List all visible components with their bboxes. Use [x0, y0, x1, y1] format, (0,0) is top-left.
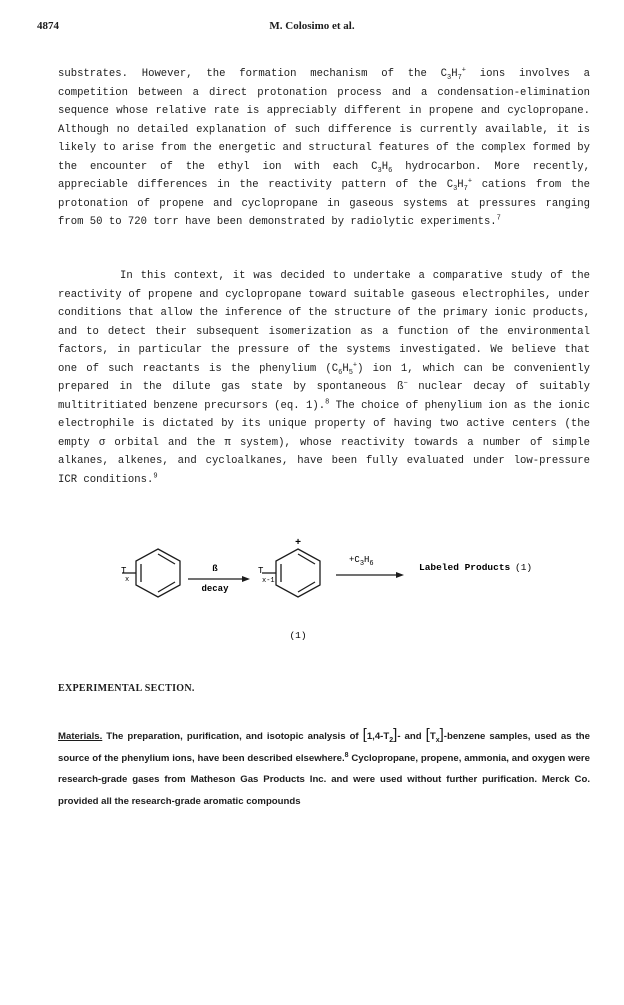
decay-label: decay [201, 584, 229, 594]
product-t-label: T [258, 566, 264, 576]
phenylium-ion-structure [262, 549, 320, 597]
paragraph-1 [58, 65, 590, 232]
reference-8: 8 [325, 397, 330, 406]
paragraph-1-text: substrates. However, the formation mechanism of the $C_3H_7^+$ ions involves a competition between a direct protonation process and a condensation-elimination sequence whose relative rate is appreciably different in propene and cyclopropane. Although no detailed explanation of such difference is currently available, it is likely to arise from the energetic and structural features of the complex formed by the encounter of the ethyl ion with each $C_3H_6$ hydrocarbon. More recently, appreciable differences in the reactivity pattern of the $C_3H_7^+$ cations from the protonation of propene and cyclopropane in gaseous systems at pressures ranging from 50 to 720 torr have been demonstrated by radiolytic experiments.$^7$ [58, 66, 590, 228]
compound-number: (1) [289, 630, 307, 641]
page-header [0, 20, 624, 40]
reference-8b: 8 [344, 751, 349, 759]
c3h6-arrowhead [396, 572, 404, 578]
page-number: 4874 [37, 20, 59, 32]
cation-plus-sign: + [295, 537, 301, 548]
materials-paragraph [58, 724, 590, 812]
decay-arrowhead [242, 576, 250, 582]
materials-heading: Materials. [58, 731, 103, 742]
reference-7: 7 [496, 214, 501, 223]
reagent-t-label: T [121, 566, 127, 576]
reaction-scheme [0, 537, 624, 650]
paragraph-2-text: In this context, it was decided to undertake a comparative study of the reactivity of propene and cyclopropane toward suitable gaseous electrophiles, under conditions that allow the inference of the structure of the primary ionic products, and to detect their subsequent isomerization as a function of the environmental factors, in particular the pressure of the systems investigated. We believe that one of such reactants is the phenylium $(C_6H_5^+)$ ion 1, which can be conveniently prepared in the dilute gas state by spontaneous ß− nuclear decay of suitably multitritiated benzene precursors (eq. 1).$^8$ The choice of phenylium ion as the ionic electrophile is dictated by its unique property of having two active centers (the empty σ orbital and the π system), whose reactivity towards a number of simple alkanes, alkenes, and cycloalkanes, have been fully evaluated under low-pressure ICR conditions.$^9$ [58, 270, 590, 486]
equation-number: (1) [515, 562, 533, 573]
paragraph-2 [58, 267, 590, 489]
labeled-products: Labeled Products [419, 562, 511, 573]
tritiated-benzene-structure [122, 549, 180, 597]
beta-label: ß [212, 563, 218, 573]
reagent-c3h6: $+C_3H_6$ [349, 555, 374, 568]
running-head: M. Colosimo et al. [269, 20, 355, 32]
section-heading: EXPERIMENTAL SECTION. [58, 683, 195, 694]
product-x-1-subscript: x-1 [262, 577, 275, 585]
materials-text: Materials. The preparation, purification, and isotopic analysis of $[1,4-T_2]-$ and $[T_x]$-benzene samples, used as the source of the phenylium ions, have been described elsewhere.$^8$ Cyclopropane, propene, ammonia, and oxygen were research-grade gases from Matheson Gas Products Inc. and were used without further purification. Merck Co. provided all the research-grade aromatic compounds [58, 726, 590, 807]
reference-9: 9 [153, 471, 158, 480]
reagent-x-subscript: x [125, 576, 130, 584]
